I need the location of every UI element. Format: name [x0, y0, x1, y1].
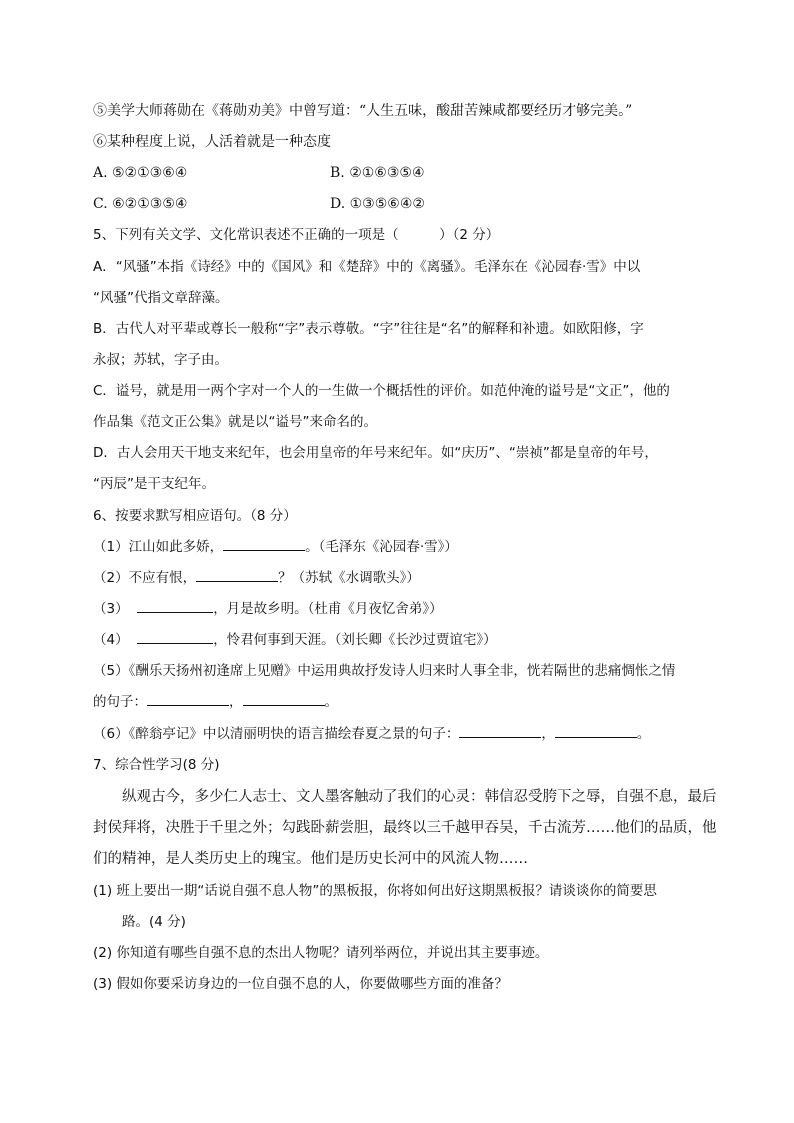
choice-a: A. ⑤②①③⑥④: [93, 165, 188, 181]
answer-blank[interactable]: [243, 691, 325, 706]
question-6-item-3: [93, 598, 714, 620]
question-5-option-c-cont: 作品集《范文正公集》就是以“谥号”来命名的。: [93, 414, 377, 430]
question-7-passage-line-2: 封侯拜将，决胜于千里之外；勾践卧薪尝胆，最终以三千越甲吞吴，千古流芳……他们的品质，他: [93, 820, 717, 836]
q6-4-text-a: （4）: [93, 632, 129, 648]
question-5-option-a-cont: “风骚”代指文章辞藻。: [93, 290, 229, 306]
option-item-6: ⑥某种程度上说，人活着就是一种态度: [93, 134, 331, 150]
question-7-sub-2: (2) 你知道有哪些自强不息的杰出人物呢？请列举两位，并说出其主要事迹。: [93, 945, 549, 961]
q6-1-text-b: 。（毛泽东《沁园春·雪》）: [305, 539, 458, 555]
question-7-passage-line-3: 们的精神，是人类历史上的瑰宝。他们是历史长河中的风流人物……: [93, 851, 528, 867]
q6-5-text-b: 的句子：: [93, 694, 147, 710]
question-6-item-5-cont: [93, 691, 714, 713]
q6-6-text-a: （6）《醉翁亭记》中以清丽明快的语言描绘春夏之景的句子：: [93, 726, 460, 742]
choice-b: B. ②①⑥③⑤④: [330, 165, 425, 181]
question-7-sub-3: (3) 假如你要采访身边的一位自强不息的人，你要做哪些方面的准备？: [93, 976, 508, 992]
question-6-item-4: [93, 629, 714, 651]
q6-6-text-b: ，: [541, 726, 555, 742]
q6-5-text-c: ，: [229, 694, 243, 710]
q6-2-text-a: （2）不应有恨，: [93, 570, 197, 586]
q6-1-text-a: （1）江山如此多娇，: [93, 539, 224, 555]
question-6-item-5: （5）《酬乐天扬州初逢席上见赠》中运用典故抒发诗人归来时人事全非，恍若隔世的悲痛惆怅之情: [93, 663, 676, 679]
choice-c: C. ⑥②①③⑤④: [93, 196, 188, 212]
answer-blank[interactable]: [147, 691, 229, 706]
answer-blank[interactable]: [137, 598, 213, 613]
question-6-item-6: [93, 723, 714, 745]
question-5-heading: 5、下列有关文学、文化常识表述不正确的一项是（ ）（2 分）: [93, 227, 500, 243]
question-6-item-1: [93, 536, 714, 558]
question-5-option-b: B．古代人对平辈或尊长一般称“字”表示尊敬。“字”往往是“名”的解释和补遗。如欧阳修，字: [93, 321, 644, 337]
q6-6-text-c: 。: [636, 726, 651, 742]
question-5-option-c: C．谥号，就是用一两个字对一个人的一生做一个概括性的评价。如范仲淹的谥号是“文正”，他的: [93, 383, 670, 399]
q6-3-text-b: ，月是故乡明。（杜甫《月夜忆舍弟》）: [213, 601, 443, 617]
question-5-option-d-cont: “丙辰”是干支纪年。: [93, 476, 215, 492]
q6-4-text-b: ，怜君何事到天涯。（刘长卿《长沙过贾谊宅》）: [213, 632, 497, 648]
answer-blank[interactable]: [137, 629, 213, 644]
choice-d: D. ①③⑤⑥④②: [330, 196, 425, 212]
answer-blank[interactable]: [223, 536, 305, 551]
q6-5-text-d: 。: [324, 694, 338, 710]
question-7-sub-1: (1) 班上要出一期“话说自强不息人物”的黑板报，你将如何出好这期黑板报？请谈谈你的简要思: [93, 883, 657, 899]
question-6-item-2: [93, 567, 714, 589]
question-7-heading: 7、综合性学习(8 分): [93, 757, 220, 773]
q6-3-text-a: （3）: [93, 601, 129, 617]
question-5-option-b-cont: 永叔；苏轼，字子由。: [93, 352, 228, 368]
question-7-passage-line-1: 纵观古今，多少仁人志士、文人墨客触动了我们的心灵：韩信忍受胯下之辱，自强不息，最后: [122, 789, 717, 805]
question-5-option-d: D．古人会用天干地支来纪年，也会用皇帝的年号来纪年。如“庆历”、“崇祯”都是皇帝的年号，: [93, 445, 658, 461]
answer-blank[interactable]: [196, 567, 278, 582]
answer-blank[interactable]: [555, 723, 637, 738]
question-6-heading: 6、按要求默写相应语句。（8 分）: [93, 508, 297, 524]
answer-blank[interactable]: [459, 723, 541, 738]
option-item-5: ⑤美学大师蒋勋在《蒋勋劝美》中曾写道：“人生五味，酸甜苦辣咸都要经历才够完美。”: [93, 103, 633, 119]
question-5-option-a: A．“风骚”本指《诗经》中的《国风》和《楚辞》中的《离骚》。毛泽东在《沁园春·雪》中以: [93, 259, 641, 275]
question-7-sub-1-cont: 路。(4 分): [122, 914, 186, 930]
q6-2-text-b: ？（苏轼《水调歌头》）: [278, 570, 420, 586]
